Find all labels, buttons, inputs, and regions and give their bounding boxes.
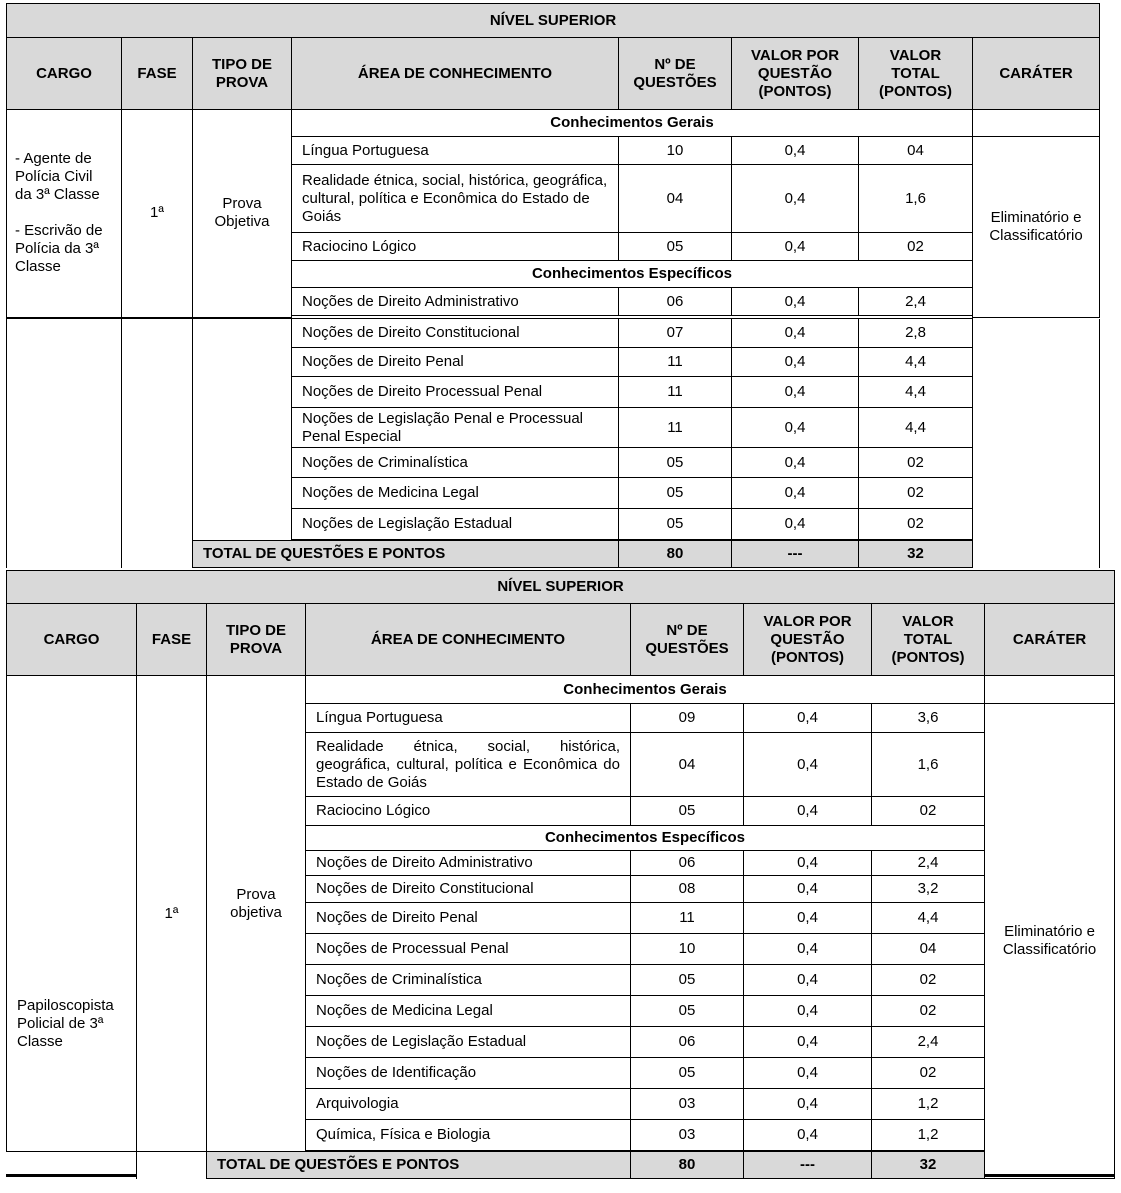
carater-top-spacer <box>973 110 1100 137</box>
valor-questao-cell: 0,4 <box>744 733 872 797</box>
valor-total-cell: 02 <box>859 233 973 261</box>
valor-total-cell: 02 <box>859 448 973 478</box>
valor-total-cell: 4,4 <box>859 377 973 408</box>
valor-total-cell: 3,6 <box>872 704 985 733</box>
n-questoes-cell: 03 <box>631 1089 744 1120</box>
header-cargo: CARGO <box>7 604 137 676</box>
tipo-prova-cell: Prova objetiva <box>207 676 306 1152</box>
valor-questao-cell: 0,4 <box>744 851 872 876</box>
spacer <box>292 316 973 318</box>
n-questoes-cell: 07 <box>619 319 732 348</box>
level-title: NÍVEL SUPERIOR <box>7 4 1100 38</box>
area-cell: Língua Portuguesa <box>292 137 619 165</box>
header-cargo: CARGO <box>7 38 122 110</box>
area-cell: Noções de Direito Administrativo <box>306 851 631 876</box>
tipo-prova-cell-continued <box>193 319 292 541</box>
total-label: TOTAL DE QUESTÕES E PONTOS <box>207 1152 631 1179</box>
area-cell: Raciocino Lógico <box>306 797 631 826</box>
n-questoes-cell: 11 <box>619 348 732 377</box>
valor-questao-cell: 0,4 <box>744 965 872 996</box>
valor-total-cell: 3,2 <box>872 876 985 903</box>
area-cell: Noções de Direito Administrativo <box>292 288 619 316</box>
valor-questao-cell: 0,4 <box>732 377 859 408</box>
total-n-questoes: 80 <box>631 1152 744 1179</box>
fase-cell-continued <box>122 541 193 568</box>
valor-questao-cell: 0,4 <box>732 288 859 316</box>
n-questoes-cell: 08 <box>631 876 744 903</box>
valor-total-cell: 2,4 <box>872 851 985 876</box>
valor-total-cell: 4,4 <box>859 348 973 377</box>
valor-questao-cell: 0,4 <box>732 233 859 261</box>
valor-total-cell: 2,4 <box>872 1027 985 1058</box>
section-conhecimentos-gerais: Conhecimentos Gerais <box>292 110 973 137</box>
total-label: TOTAL DE QUESTÕES E PONTOS <box>193 541 619 568</box>
valor-total-cell: 2,8 <box>859 319 973 348</box>
fase-cell: 1ª <box>122 110 193 318</box>
valor-total-cell: 4,4 <box>872 903 985 934</box>
exam-table-1 <box>6 3 1100 318</box>
header-valor-total: VALOR TOTAL (PONTOS) <box>872 604 985 676</box>
fase-cell-bottom <box>137 1152 207 1179</box>
n-questoes-cell: 05 <box>619 478 732 509</box>
fase-cell: 1ª <box>137 676 207 1152</box>
n-questoes-cell: 10 <box>619 137 732 165</box>
carater-cell: Eliminatório e Classificatório <box>985 704 1115 1179</box>
n-questoes-cell: 05 <box>631 996 744 1027</box>
tipo-prova-cell: Prova Objetiva <box>193 110 292 318</box>
area-cell: Química, Física e Biologia <box>306 1120 631 1151</box>
area-cell: Noções de Legislação Estadual <box>306 1027 631 1058</box>
total-valor-questao: --- <box>744 1152 872 1179</box>
area-cell: Noções de Direito Penal <box>306 903 631 934</box>
valor-total-cell: 2,4 <box>859 288 973 316</box>
valor-questao-cell: 0,4 <box>744 934 872 965</box>
area-cell: Língua Portuguesa <box>306 704 631 733</box>
n-questoes-cell: 06 <box>631 851 744 876</box>
header-valor-questao: VALOR POR QUESTÃO (PONTOS) <box>732 38 859 110</box>
n-questoes-cell: 03 <box>631 1120 744 1151</box>
valor-questao-cell: 0,4 <box>732 408 859 448</box>
valor-questao-cell: 0,4 <box>744 876 872 903</box>
valor-total-cell: 04 <box>872 934 985 965</box>
valor-questao-cell: 0,4 <box>744 704 872 733</box>
valor-total-cell: 02 <box>872 1058 985 1089</box>
area-cell: Noções de Processual Penal <box>306 934 631 965</box>
valor-total-cell: 02 <box>872 965 985 996</box>
n-questoes-cell: 05 <box>619 233 732 261</box>
area-cell: Realidade étnica, social, histórica, geográfica, cultural, política e Econômica do Estado de Goiás <box>306 733 631 797</box>
carater-cell: Eliminatório e Classificatório <box>973 137 1100 318</box>
header-tipo-prova: TIPO DE PROVA <box>207 604 306 676</box>
exam-table-1-continued <box>6 318 1100 568</box>
valor-questao-cell: 0,4 <box>744 1120 872 1151</box>
cargo-line-1: - Agente de Polícia Civil da 3ª Classe <box>15 150 100 204</box>
n-questoes-cell: 11 <box>619 408 732 448</box>
header-tipo-prova: TIPO DE PROVA <box>193 38 292 110</box>
area-cell: Noções de Criminalística <box>306 965 631 996</box>
valor-total-cell: 02 <box>872 996 985 1027</box>
header-area: ÁREA DE CONHECIMENTO <box>306 604 631 676</box>
area-cell: Noções de Direito Penal <box>292 348 619 377</box>
valor-total-cell: 4,4 <box>859 408 973 448</box>
valor-questao-cell: 0,4 <box>744 1027 872 1058</box>
level-title: NÍVEL SUPERIOR <box>7 571 1115 604</box>
n-questoes-cell: 05 <box>631 965 744 996</box>
cargo-cell-continued <box>7 541 122 568</box>
valor-total-cell: 1,2 <box>872 1120 985 1151</box>
total-valor-questao: --- <box>732 541 859 568</box>
valor-questao-cell: 0,4 <box>732 165 859 233</box>
n-questoes-cell: 09 <box>631 704 744 733</box>
valor-questao-cell: 0,4 <box>732 509 859 540</box>
area-cell: Noções de Legislação Penal e Processual Penal Especial <box>292 408 619 448</box>
cargo-cell-continued <box>7 319 122 541</box>
valor-total-cell: 02 <box>872 797 985 826</box>
total-n-questoes: 80 <box>619 541 732 568</box>
valor-questao-cell: 0,4 <box>732 348 859 377</box>
valor-total-cell: 02 <box>859 509 973 540</box>
header-carater: CARÁTER <box>973 38 1100 110</box>
valor-total-cell: 02 <box>859 478 973 509</box>
bottom-rule-right <box>985 1174 1115 1177</box>
area-cell: Arquivologia <box>306 1089 631 1120</box>
valor-questao-cell: 0,4 <box>732 319 859 348</box>
area-cell: Noções de Criminalística <box>292 448 619 478</box>
section-conhecimentos-gerais: Conhecimentos Gerais <box>306 676 985 704</box>
area-cell: Noções de Medicina Legal <box>306 996 631 1027</box>
n-questoes-cell: 11 <box>631 903 744 934</box>
cargo-line-2: - Escrivão de Polícia da 3ª Classe <box>15 222 103 276</box>
valor-total-cell: 1,6 <box>872 733 985 797</box>
header-area: ÁREA DE CONHECIMENTO <box>292 38 619 110</box>
area-cell: Noções de Medicina Legal <box>292 478 619 509</box>
valor-total-cell: 1,6 <box>859 165 973 233</box>
area-cell: Noções de Direito Constitucional <box>292 319 619 348</box>
valor-questao-cell: 0,4 <box>732 137 859 165</box>
n-questoes-cell: 05 <box>631 797 744 826</box>
section-conhecimentos-especificos: Conhecimentos Específicos <box>306 826 985 851</box>
cargo-cell <box>7 110 122 318</box>
header-n-questoes: Nº DE QUESTÕES <box>631 604 744 676</box>
area-cell: Noções de Direito Constitucional <box>306 876 631 903</box>
n-questoes-cell: 11 <box>619 377 732 408</box>
header-fase: FASE <box>122 38 193 110</box>
header-valor-questao: VALOR POR QUESTÃO (PONTOS) <box>744 604 872 676</box>
valor-questao-cell: 0,4 <box>744 903 872 934</box>
valor-questao-cell: 0,4 <box>744 1089 872 1120</box>
n-questoes-cell: 05 <box>619 509 732 540</box>
n-questoes-cell: 04 <box>619 165 732 233</box>
n-questoes-cell: 06 <box>631 1027 744 1058</box>
valor-questao-cell: 0,4 <box>744 996 872 1027</box>
area-cell: Noções de Direito Processual Penal <box>292 377 619 408</box>
valor-questao-cell: 0,4 <box>732 478 859 509</box>
bottom-rule-left <box>6 1174 137 1177</box>
n-questoes-cell: 05 <box>619 448 732 478</box>
n-questoes-cell: 05 <box>631 1058 744 1089</box>
valor-total-cell: 1,2 <box>872 1089 985 1120</box>
header-valor-total: VALOR TOTAL (PONTOS) <box>859 38 973 110</box>
area-cell: Noções de Legislação Estadual <box>292 509 619 540</box>
carater-top-spacer <box>985 676 1115 704</box>
area-cell: Raciocino Lógico <box>292 233 619 261</box>
carater-cell-continued <box>973 319 1100 568</box>
valor-total-cell: 04 <box>859 137 973 165</box>
valor-questao-cell: 0,4 <box>732 448 859 478</box>
fase-cell-continued <box>122 319 193 541</box>
valor-questao-cell: 0,4 <box>744 1058 872 1089</box>
cargo-cell: Papiloscopista Policial de 3ª Classe <box>7 676 137 1152</box>
area-cell: Noções de Identificação <box>306 1058 631 1089</box>
total-pontos: 32 <box>859 541 973 568</box>
n-questoes-cell: 06 <box>619 288 732 316</box>
header-carater: CARÁTER <box>985 604 1115 676</box>
area-cell: Realidade étnica, social, histórica, geográfica, cultural, política e Econômica do Estado de Goiás <box>292 165 619 233</box>
n-questoes-cell: 04 <box>631 733 744 797</box>
valor-questao-cell: 0,4 <box>744 797 872 826</box>
n-questoes-cell: 10 <box>631 934 744 965</box>
total-pontos: 32 <box>872 1152 985 1179</box>
section-conhecimentos-especificos: Conhecimentos Específicos <box>292 261 973 288</box>
header-fase: FASE <box>137 604 207 676</box>
exam-table-2 <box>6 570 1115 1179</box>
header-n-questoes: Nº DE QUESTÕES <box>619 38 732 110</box>
